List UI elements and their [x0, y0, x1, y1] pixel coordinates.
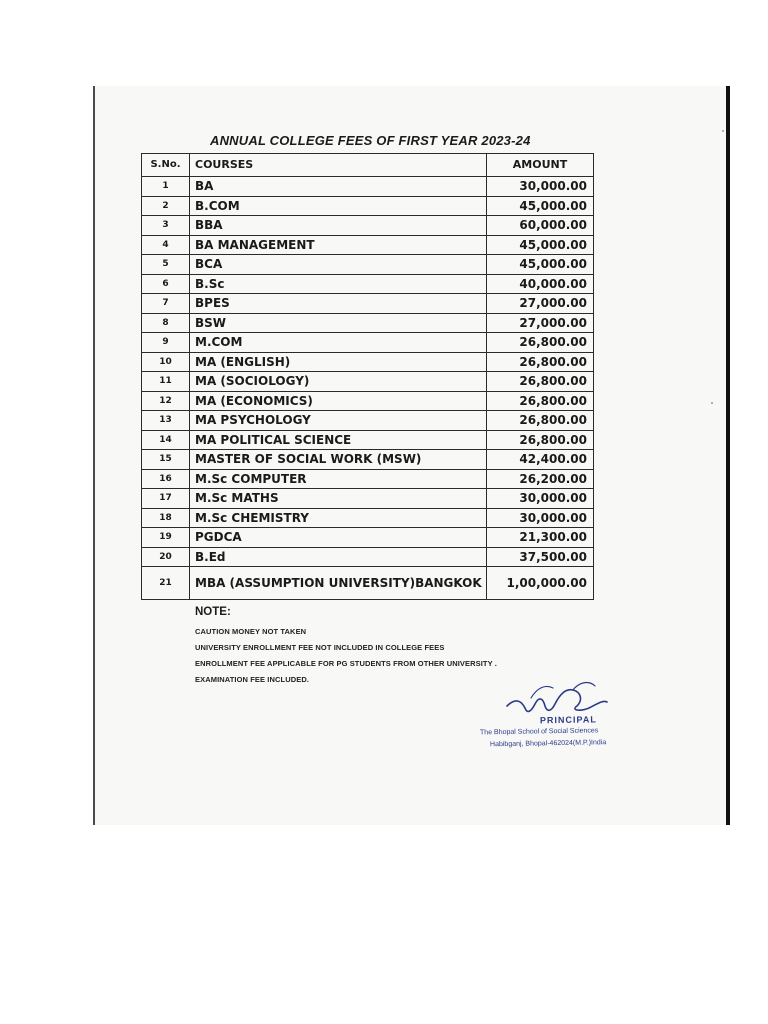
principal-stamp [480, 714, 640, 750]
note-heading: NOTE: [195, 606, 231, 618]
cell-sno: 14 [142, 430, 190, 450]
cell-course: B.Ed [190, 547, 487, 567]
cell-course: BBA [190, 216, 487, 236]
table-row [142, 333, 594, 353]
cell-amount: 40,000.00 [487, 274, 594, 294]
cell-amount: 37,500.00 [487, 547, 594, 567]
cell-sno: 6 [142, 274, 190, 294]
cell-course: M.Sc COMPUTER [190, 469, 487, 489]
cell-amount: 60,000.00 [487, 216, 594, 236]
cell-sno: 20 [142, 547, 190, 567]
cell-amount: 26,800.00 [487, 411, 594, 431]
table-row [142, 255, 594, 275]
cell-sno: 13 [142, 411, 190, 431]
cell-amount: 45,000.00 [487, 255, 594, 275]
cell-amount: 21,300.00 [487, 528, 594, 548]
cell-sno: 9 [142, 333, 190, 353]
cell-course: M.Sc MATHS [190, 489, 487, 509]
cell-course: MBA (ASSUMPTION UNIVERSITY)BANGKOK [190, 567, 487, 600]
table-row [142, 411, 594, 431]
cell-sno: 19 [142, 528, 190, 548]
stamp-institution: The Bhopal School of Social Sciences [479, 727, 599, 737]
cell-amount: 30,000.00 [487, 177, 594, 197]
cell-sno: 8 [142, 313, 190, 333]
cell-course: MA (ECONOMICS) [190, 391, 487, 411]
table-row [142, 489, 594, 509]
stamp-address: Habibganj, Bhopal-462024(M.P.)India [489, 739, 607, 749]
cell-course: M.COM [190, 333, 487, 353]
cell-course: BA MANAGEMENT [190, 235, 487, 255]
table-row [142, 391, 594, 411]
table-row [142, 450, 594, 470]
table-row [142, 430, 594, 450]
table-row [142, 177, 594, 197]
cell-amount: 30,000.00 [487, 508, 594, 528]
cell-course: MASTER OF SOCIAL WORK (MSW) [190, 450, 487, 470]
header-sno: S.No. [142, 154, 190, 177]
table-row [142, 196, 594, 216]
table-row [142, 508, 594, 528]
header-amount: AMOUNT [487, 154, 594, 177]
cell-course: PGDCA [190, 528, 487, 548]
cell-course: M.Sc CHEMISTRY [190, 508, 487, 528]
cell-amount: 45,000.00 [487, 235, 594, 255]
cell-amount: 26,800.00 [487, 352, 594, 372]
table-body [142, 177, 594, 600]
cell-sno: 10 [142, 352, 190, 372]
cell-course: BCA [190, 255, 487, 275]
table-row [142, 274, 594, 294]
cell-course: BSW [190, 313, 487, 333]
cell-sno: 12 [142, 391, 190, 411]
note-line: ENROLLMENT FEE APPLICABLE FOR PG STUDENTS FROM OTHER UNIVERSITY . [195, 659, 497, 668]
table-row [142, 235, 594, 255]
cell-amount: 27,000.00 [487, 313, 594, 333]
cell-sno: 5 [142, 255, 190, 275]
table-row [142, 469, 594, 489]
cell-course: BA [190, 177, 487, 197]
fees-table [141, 153, 594, 600]
cell-sno: 3 [142, 216, 190, 236]
scan-speck [722, 130, 724, 132]
cell-course: B.Sc [190, 274, 487, 294]
cell-amount: 26,800.00 [487, 333, 594, 353]
cell-amount: 42,400.00 [487, 450, 594, 470]
cell-sno: 4 [142, 235, 190, 255]
cell-amount: 27,000.00 [487, 294, 594, 314]
note-list [195, 624, 497, 688]
cell-amount: 45,000.00 [487, 196, 594, 216]
note-line: EXAMINATION FEE INCLUDED. [195, 675, 310, 684]
table-row [142, 567, 594, 600]
stamp-designation: PRINCIPAL [539, 714, 597, 726]
cell-course: BPES [190, 294, 487, 314]
cell-amount: 26,800.00 [487, 372, 594, 392]
cell-course: MA POLITICAL SCIENCE [190, 430, 487, 450]
table-row [142, 372, 594, 392]
table-header-row [142, 154, 594, 177]
cell-amount: 26,800.00 [487, 391, 594, 411]
cell-amount: 30,000.00 [487, 489, 594, 509]
header-courses: COURSES [190, 154, 487, 177]
table-row [142, 547, 594, 567]
cell-amount: 1,00,000.00 [487, 567, 594, 600]
cell-sno: 7 [142, 294, 190, 314]
scan-speck [711, 402, 713, 404]
cell-amount: 26,800.00 [487, 430, 594, 450]
cell-sno: 2 [142, 196, 190, 216]
cell-sno: 16 [142, 469, 190, 489]
cell-amount: 26,200.00 [487, 469, 594, 489]
cell-sno: 17 [142, 489, 190, 509]
cell-course: MA (SOCIOLOGY) [190, 372, 487, 392]
note-line: CAUTION MONEY NOT TAKEN [195, 627, 307, 636]
cell-sno: 21 [142, 567, 190, 600]
table-row [142, 528, 594, 548]
table-row [142, 216, 594, 236]
cell-course: MA PSYCHOLOGY [190, 411, 487, 431]
cell-sno: 15 [142, 450, 190, 470]
cell-sno: 18 [142, 508, 190, 528]
table-row [142, 352, 594, 372]
document-title: ANNUAL COLLEGE FEES OF FIRST YEAR 2023-24 [210, 133, 531, 148]
table-row [142, 313, 594, 333]
cell-sno: 1 [142, 177, 190, 197]
table-row [142, 294, 594, 314]
cell-course: B.COM [190, 196, 487, 216]
cell-sno: 11 [142, 372, 190, 392]
cell-course: MA (ENGLISH) [190, 352, 487, 372]
note-line: UNIVERSITY ENROLLMENT FEE NOT INCLUDED IN COLLEGE FEES [195, 643, 445, 652]
